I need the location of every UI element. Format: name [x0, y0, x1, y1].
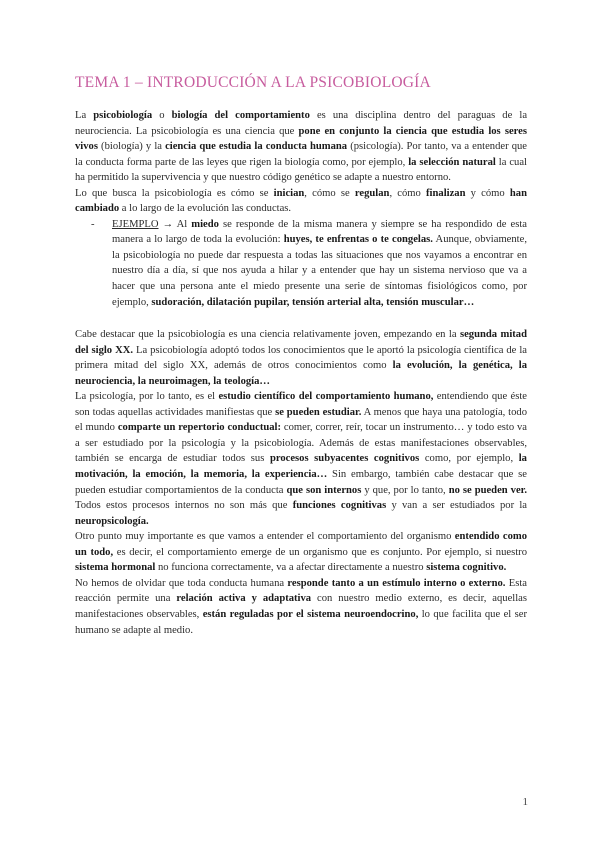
bold-text: psicobiología	[93, 110, 153, 121]
bold-text: biología del comportamiento	[171, 110, 310, 121]
bold-text: ciencia que estudia la conducta humana	[165, 141, 348, 153]
text-run: La psicobiología adoptó todos los conocimientos que le aportó la psicología científica de la primera mitad del siglo XX, además de otros conocimientos como	[75, 344, 527, 372]
history-paragraph	[75, 327, 527, 389]
text-run: Lo que busca la psicobiología es cómo se	[75, 187, 274, 199]
document-body	[75, 108, 527, 638]
bold-text: se pueden estudiar.	[275, 406, 362, 418]
text-run: A menos que haya una patología, todo el mundo	[75, 406, 527, 434]
bold-text: sistema cognitivo.	[426, 562, 507, 574]
text-run: como, por ejemplo,	[419, 453, 519, 465]
bold-text: responde tanto a un estímulo interno o externo.	[287, 577, 506, 589]
bold-text: comparte un repertorio conductual:	[117, 422, 282, 434]
bold-text: procesos subyacentes cognitivos	[269, 453, 420, 465]
bold-text: regulan	[354, 187, 390, 199]
bold-text: la evolución, la genética, la neurociencia, la neuroimagen, la teología…	[75, 360, 527, 387]
bold-text: funciones cognitivas	[292, 500, 387, 512]
text-run: (biología) y la	[97, 141, 166, 153]
text-run: es decir, el comportamiento emerge de un organismo que es conjunto. Por ejemplo, si nuestro	[113, 546, 527, 558]
bold-text: pone en conjunto la ciencia que estudia los seres vivos	[75, 125, 527, 153]
text-run: Sin embargo, también cabe destacar que se pueden estudiar comportamientos de la conducta	[75, 469, 527, 496]
bold-text: han cambiado	[75, 187, 527, 215]
bold-text: estudio científico del comportamiento humano,	[218, 391, 434, 403]
page-number: 1	[522, 796, 528, 808]
example-text	[112, 219, 527, 308]
list-bullet: -	[91, 218, 95, 230]
text-run: comer, correr, reír, tocar un instrumento… y todo esto va a ser estudiado por la psicología y la psicobiología. Además de estas manifestaciones observables, también se encarga de estudiar todos sus	[75, 422, 528, 465]
document-title: TEMA 1 – INTRODUCCIÓN A LA PSICOBIOLOGÍA	[75, 74, 431, 91]
goal-paragraph	[75, 186, 527, 217]
text-run: , cómo	[389, 187, 427, 199]
bold-text: la selección natural	[408, 156, 496, 168]
example-list	[75, 217, 527, 310]
bold-text: finalizan	[426, 187, 466, 199]
bold-text: neuropsicología.	[75, 515, 149, 527]
text-run: No hemos de olvidar que toda conducta humana	[75, 577, 288, 589]
bold-text: huyes, te enfrentas o te congelas.	[283, 234, 433, 246]
text-run: Otro punto muy importante es que vamos a entender el comportamiento del organismo	[75, 531, 455, 543]
bold-text: que son internos	[286, 484, 362, 496]
text-run: , cómo se	[304, 187, 355, 199]
bold-text: segunda mitad del siglo XX.	[75, 329, 527, 356]
definition-paragraph	[75, 389, 527, 529]
organism-paragraph	[75, 529, 527, 576]
text-run: con nuestro medio externo, es decir, aquellas manifestaciones observables,	[75, 593, 527, 620]
example-list-item	[75, 217, 527, 310]
text-run: es una disciplina dentro del paraguas de la neurociencia. La psicobiología es una ciencia que	[75, 110, 528, 137]
text-run: o	[152, 110, 172, 121]
text-run: Esta reacción permite una	[75, 577, 527, 605]
intro-paragraph	[75, 108, 527, 186]
text-run: y cómo	[465, 187, 510, 199]
stimulus-paragraph	[75, 576, 527, 638]
text-run: entendiendo que éste son todas aquellas actividades manifiestas que	[75, 391, 527, 418]
text-run: a lo largo de la evolución las conductas.	[119, 203, 292, 215]
text-run: se responde de la misma manera y siempre se ha respondido de esta manera a lo largo de toda la evolución:	[112, 218, 527, 246]
bold-text: inician	[273, 187, 305, 199]
bold-text: relación activa y adaptativa	[176, 593, 312, 605]
text-run: → Al	[158, 218, 192, 230]
text-run: Aunque, obviamente, la psicobiología no puede dar respuesta a todas las situaciones que nos vayamos a encontrar en nuestro día a día, sí que nos ayuda a hilar y a entender que hay un sistema nervioso que va a hacer que una persona ante el miedo presente una serie de síntomas fisiológicos como, por ejemplo,	[112, 234, 527, 308]
bold-text: sudoración, dilatación pupilar, tensión arterial alta, tensión muscular…	[151, 296, 475, 308]
bold-text: sistema hormonal	[75, 562, 156, 574]
bold-text: entendido como un todo,	[75, 531, 527, 558]
text-run: (psicología). Por tanto, va a entender que la conducta forma parte de las leyes que rigen la biología como, por ejemplo,	[75, 141, 528, 168]
text-run: Todos estos procesos internos no son más que	[75, 500, 293, 512]
bold-text: no se pueden ver.	[448, 484, 528, 496]
text-run: y que, por lo tanto,	[361, 484, 449, 496]
underlined-text: EJEMPLO	[112, 218, 159, 230]
text-run: la cual ha permitido la supervivencia y que nuestro código genético se adapte a nuestro entorno.	[75, 156, 527, 184]
text-run: La psicología, por lo tanto, es el	[75, 391, 219, 403]
bold-text: la motivación, la emoción, la memoria, la experiencia…	[75, 453, 527, 481]
text-run: Cabe destacar que la psicobiología es una ciencia relativamente joven, empezando en la	[75, 329, 460, 341]
text-run: no funciona correctamente, va a afectar directamente a nuestro	[155, 562, 427, 574]
bold-text: están reguladas por el sistema neuroendocrino,	[202, 608, 419, 620]
paragraph-gap	[75, 310, 527, 327]
text-run: y van a ser estudiados por la	[386, 500, 527, 512]
bold-text: miedo	[191, 218, 219, 230]
text-run: lo que facilita que el ser humano se adapte al medio.	[75, 608, 527, 636]
text-run: La	[75, 110, 94, 121]
